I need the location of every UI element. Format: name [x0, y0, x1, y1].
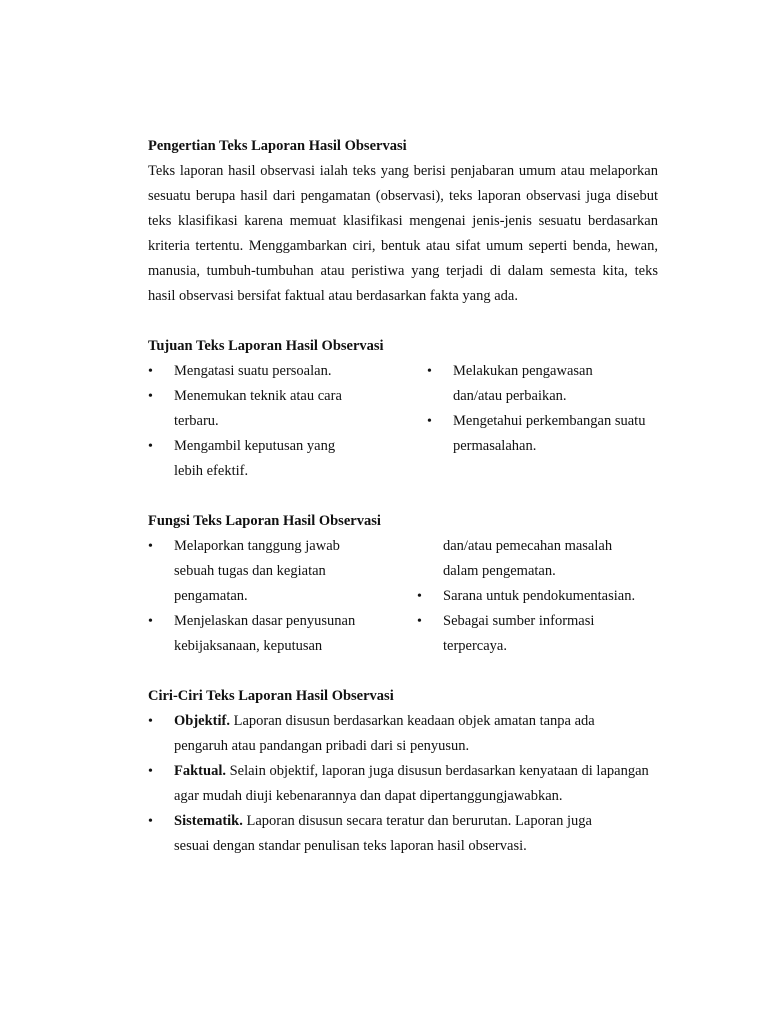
pengertian-title: Pengertian Teks Laporan Hasil Observasi [148, 138, 407, 154]
ciri-term: Sistematik. [174, 813, 243, 829]
document-page [148, 134, 658, 859]
list-item: • Menjelaskan dasar penyusunan kebijaksanaan, keputusan [148, 609, 374, 659]
list-item: • Mengatasi suatu persoalan. [148, 359, 334, 384]
ciri-text: Selain objektif, laporan juga disusun berdasarkan kenyataan di lapangan agar mudah diuji kebenarannya dan dapat dipertanggungjawabkan. [174, 763, 649, 804]
list-item [148, 709, 629, 759]
tujuan-list [148, 359, 658, 484]
list-item: • Melaporkan tanggung jawab sebuah tugas dan kegiatan pengamatan. [148, 534, 359, 609]
fungsi-list [148, 534, 658, 659]
fungsi-title: Fungsi Teks Laporan Hasil Observasi [148, 513, 381, 529]
tujuan-title: Tujuan Teks Laporan Hasil Observasi [148, 338, 384, 354]
list-item: • Mengambil keputusan yang lebih efektif. [148, 434, 354, 484]
pengertian-paragraph: Teks laporan hasil observasi ialah teks yang berisi penjabaran umum atau melaporkan sesuatu berupa hasil dari pengamatan (observasi), teks laporan observasi juga disebut teks klasifikasi karena memuat klasifikasi mengenai jenis-jenis sesuatu berdasarkan kriteria tertentu. Menggambarkan ciri, bentuk atau sifat umum seperti benda, hewan, manusia, tumbuh-tumbuhan atau peristiwa yang terjadi di dalam semesta kita, teks hasil observasi bersifat faktual atau berdasarkan fakta yang ada. [148, 163, 658, 304]
list-item [148, 759, 654, 809]
list-item: • Melakukan pengawasan dan/atau perbaikan. [427, 359, 618, 409]
list-item: • Sarana untuk pendokumentasian. [417, 584, 658, 609]
ciri-text: Laporan disusun secara teratur dan berurutan. Laporan juga sesuai dengan standar penulisan teks laporan hasil observasi. [174, 813, 592, 854]
ciri-text: Laporan disusun berdasarkan keadaan objek amatan tanpa ada pengaruh atau pandangan pribadi dari si penyusun. [174, 713, 595, 754]
list-item-continuation: dan/atau pemecahan masalah dalam pengematan. [443, 538, 613, 579]
ciri-term: Objektif. [174, 713, 230, 729]
ciri-list [148, 709, 658, 859]
list-item: • Mengetahui perkembangan suatu permasalahan. [427, 409, 653, 459]
list-item [148, 809, 614, 859]
ciri-term: Faktual. [174, 763, 226, 779]
list-item: • Menemukan teknik atau cara terbaru. [148, 384, 364, 434]
list-item: • Sebagai sumber informasi terpercaya. [417, 609, 618, 659]
ciri-title: Ciri-Ciri Teks Laporan Hasil Observasi [148, 688, 394, 704]
